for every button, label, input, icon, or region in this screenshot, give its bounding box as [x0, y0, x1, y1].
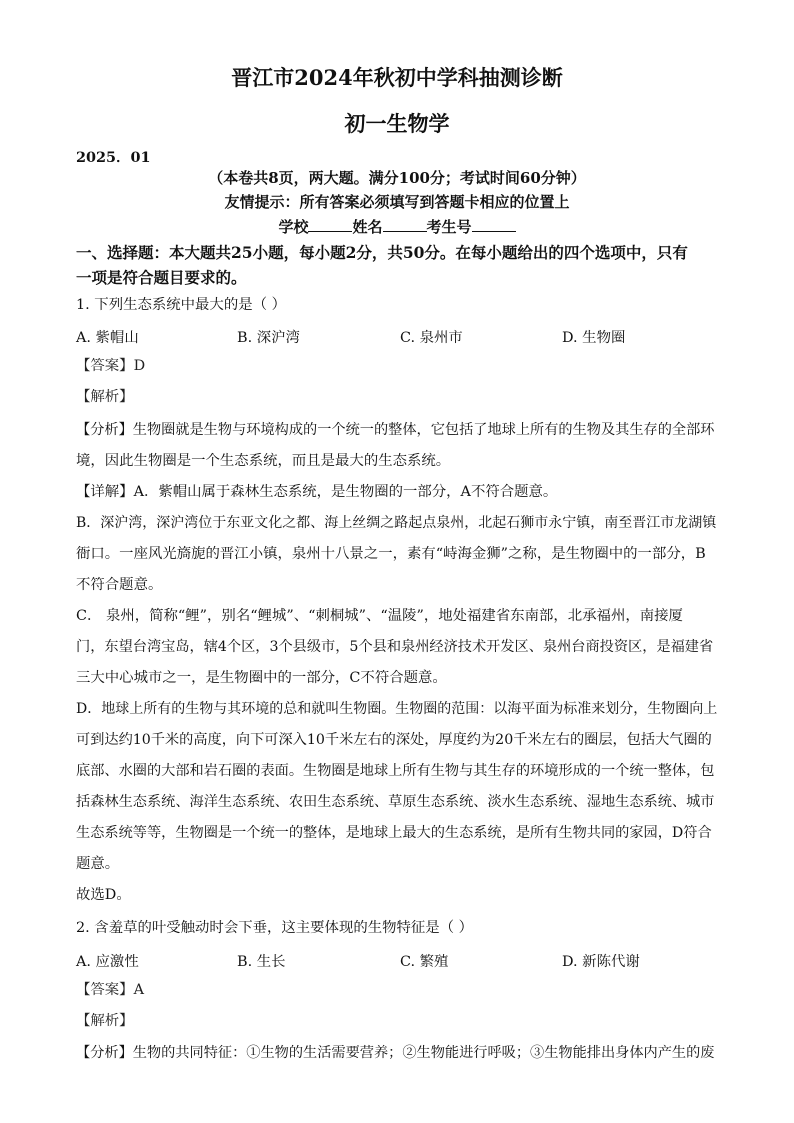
q1-analysis-line: D．地球上所有的生物与其环境的总和就叫生物圈。生物圈的范围：以海平面为标准来划分，生物圈向上 — [76, 701, 718, 717]
exam-subject: 初一生物学 — [344, 111, 450, 136]
q1-analysis-line: 境，因此生物圈是一个生态系统，而且是最大的生态系统。 — [76, 453, 451, 469]
q1-analysis-tag: 【解析】 — [76, 389, 134, 405]
q1-analysis-line: 门，东望台湾宝岛，辖4个区，3个县级市，5个县和泉州经济技术开发区、泉州台商投资区，是福建省 — [76, 639, 714, 655]
q1-analysis-line: 衙口。一座风光旖旎的晋江小镇，泉州十八景之一，素有“峙海金狮”之称，是生物圈中的一部分，B — [76, 546, 706, 562]
q2-analysis-tag: 【解析】 — [76, 1013, 134, 1029]
q1-analysis-line: 【详解】A．紫帽山属于森林生态系统，是生物圈的一部分，A不符合题意。 — [76, 484, 558, 500]
question-2-stem: 2. 含羞草的叶受触动时会下垂，这主要体现的生物特征是（ ） — [76, 920, 474, 936]
q1-analysis-line: 生态系统等等，生物圈是一个统一的整体，是地球上最大的生态系统，是所有生物共同的家园，D符合 — [76, 825, 712, 841]
id-blank — [472, 217, 516, 232]
q1-analysis-line: C． 泉州，简称“鲤”，别名“鲤城”、“刺桐城”、“温陵”，地处福建省东南部，北承福州，南接厦 — [76, 608, 683, 624]
q1-option-d: D. 生物圈 — [562, 330, 626, 346]
q1-analysis-line: 三大中心城市之一，是生物圈中的一部分，C不符合题意。 — [76, 670, 447, 686]
q1-analysis-line: 不符合题意。 — [76, 577, 163, 593]
q1-analysis-line: 【分析】生物圈就是生物与环境构成的一个统一的整体，它包括了地球上所有的生物及其生存的全部环 — [76, 422, 715, 438]
q1-option-a: A. 紫帽山 — [76, 330, 139, 346]
q1-analysis-line: 底部、水圈的大部和岩石圈的表面。生物圈是地球上所有生物与其生存的环境形成的一个统一整体，包 — [76, 763, 715, 779]
q2-option-d: D. 新陈代谢 — [562, 954, 640, 970]
school-label: 学校 — [278, 218, 309, 236]
q1-option-c: C. 泉州市 — [400, 330, 463, 346]
name-blank — [383, 217, 427, 232]
exam-title: 晋江市2024年秋初中学科抽测诊断 — [231, 65, 563, 90]
friendly-tip: 友情提示：所有答案必须填写到答题卡相应的位置上 — [224, 193, 570, 211]
question-1-stem: 1. 下列生态系统中最大的是（ ） — [76, 297, 286, 313]
section-heading-line2: 一项是符合题目要求的。 — [76, 268, 247, 287]
q1-option-b: B. 深沪湾 — [237, 330, 300, 346]
school-blank — [308, 217, 352, 232]
q1-analysis-line: 可到达约10千米的高度，向下可深入10千米左右的深处，厚度约为20千米左右的圈层，包括大气圈的 — [76, 732, 712, 748]
q2-answer: 【答案】A — [76, 982, 144, 998]
q1-analysis-line: B．深沪湾，深沪湾位于东亚文化之都、海上丝绸之路起点泉州，北起石狮市永宁镇，南至晋江市龙湖镇 — [76, 515, 717, 531]
q1-analysis-line: 故选D。 — [76, 887, 131, 903]
q2-option-b: B. 生长 — [237, 954, 286, 970]
exam-info: （本卷共8页，两大题。满分100分；考试时间60分钟） — [208, 169, 586, 187]
name-label: 姓名 — [352, 218, 383, 236]
q1-answer: 【答案】D — [76, 358, 146, 374]
student-info-line — [0, 216, 794, 237]
q2-option-c: C. 繁殖 — [400, 954, 449, 970]
q2-analysis-line: 【分析】生物的共同特征：①生物的生活需要营养；②生物能进行呼吸；③生物能排出身体内产生的废 — [76, 1045, 715, 1061]
section-heading-line1: 一、选择题：本大题共25小题，每小题2分，共50分。在每小题给出的四个选项中，只有 — [76, 243, 688, 262]
q2-option-a: A. 应激性 — [76, 954, 139, 970]
q1-analysis-line: 题意。 — [76, 856, 120, 872]
exam-date: 2025．01 — [76, 149, 151, 166]
id-label: 考生号 — [426, 218, 472, 236]
q1-analysis-line: 括森林生态系统、海洋生态系统、农田生态系统、草原生态系统、淡水生态系统、湿地生态系统、城市 — [76, 794, 715, 810]
